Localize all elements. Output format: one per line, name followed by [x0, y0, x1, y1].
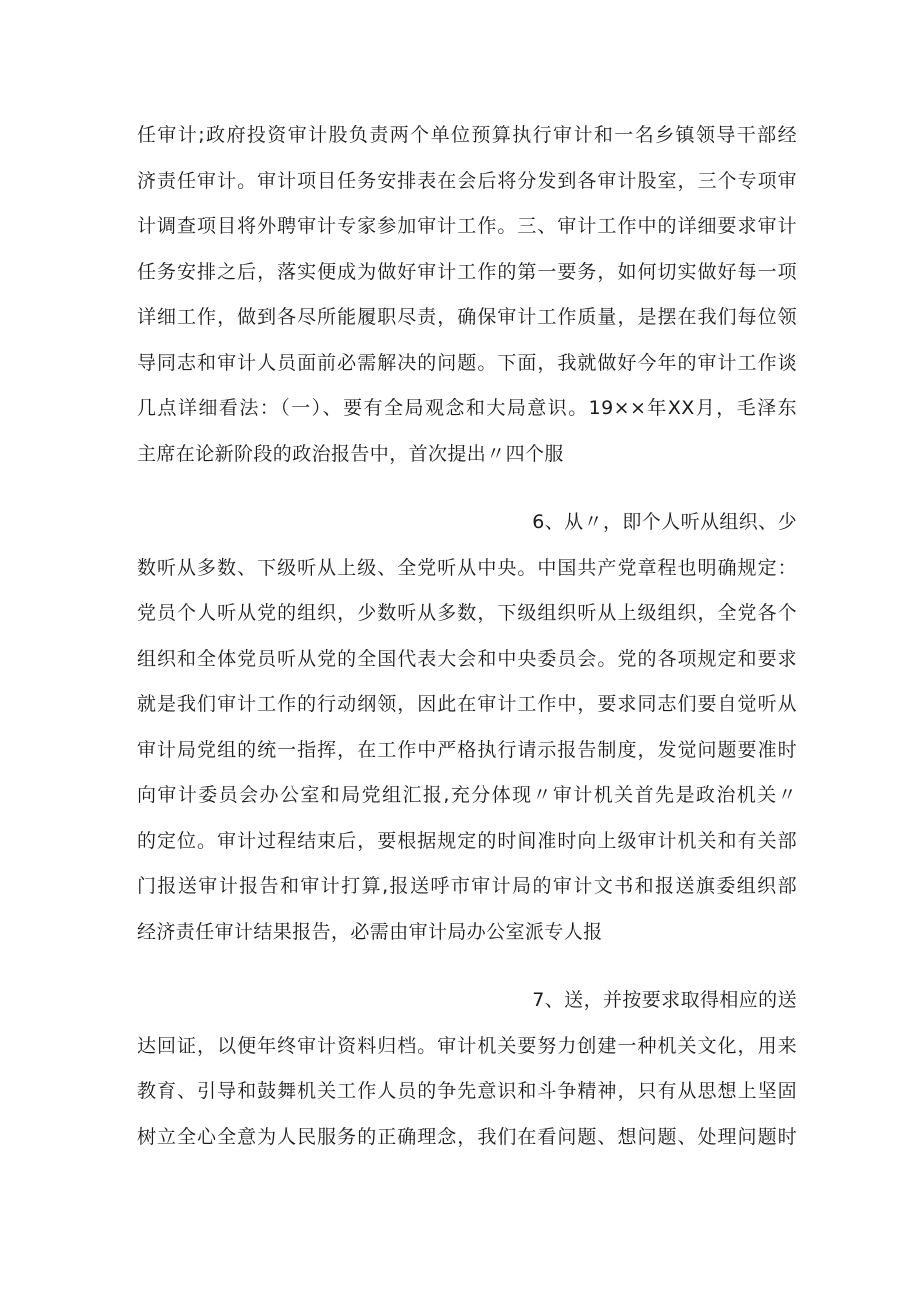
text-line: 经济责任审计结果报告，必需由审计局办公室派专人报 [137, 920, 603, 943]
text-line: 达回证，以便年终审计资料归档。审计机关要努力创建一种机关文化，用来 [137, 1034, 797, 1057]
text-line: 计调查项目将外聘审计专家参加审计工作。三、审计工作中的详细要求审计 [137, 215, 797, 237]
text-line: 7、送，并按要求取得相应的送 [532, 989, 797, 1011]
text-line: 审计局党组的统一指挥，在工作中严格执行请示报告制度，发觉问题要准时 [137, 738, 797, 761]
text-line: 的定位。审计过程结束后，要根据规定的时间准时向上级审计机关和有关部 [137, 829, 797, 852]
text-line: 主席在论新阶段的政治报告中，首次提出〃四个服 [137, 442, 564, 465]
text-line: 党员个人听从党的组织，少数听从多数，下级组织听从上级组织，全党各个 [137, 602, 797, 624]
paragraph-3 [137, 978, 797, 1160]
text-line: 门报送审计报告和审计打算,报送呼市审计局的审计文书和报送旗委组织部 [137, 875, 797, 897]
text-line: 任务安排之后，落实便成为做好审计工作的第一要务，如何切实做好每一项 [137, 260, 797, 283]
text-line: 几点详细看法：（一）、要有全局观念和大局意识。19××年XX月，毛泽东 [137, 397, 797, 419]
text-line: 6、从〃，即个人听从组织、少 [532, 511, 797, 533]
text-line: 任审计;政府投资审计股负责两个单位预算执行审计和一名乡镇领导干部经 [137, 124, 797, 146]
text-line: 树立全心全意为人民服务的正确理念，我们在看问题、想问题、处理问题时 [137, 1125, 797, 1148]
paragraph-2 [137, 500, 797, 955]
text-line: 向审计委员会办公室和局党组汇报,充分体现〃审计机关首先是政治机关〃 [137, 784, 797, 806]
text-line: 就是我们审计工作的行动纲领，因此在审计工作中，要求同志们要自觉听从 [137, 693, 797, 715]
text-line: 组织和全体党员听从党的全国代表大会和中央委员会。党的各项规定和要求 [137, 647, 797, 670]
text-line: 济责任审计。审计项目任务安排表在会后将分发到各审计股室，三个专项审 [137, 169, 797, 192]
text-line: 教育、引导和鼓舞机关工作人员的争先意识和斗争精神，只有从思想上坚固 [137, 1080, 797, 1102]
text-line: 详细工作，做到各尽所能履职尽责，确保审计工作质量，是摆在我们每位领 [137, 306, 797, 328]
text-line: 导同志和审计人员面前必需解决的问题。下面，我就做好今年的审计工作谈 [137, 351, 797, 374]
text-line: 数听从多数、下级听从上级、全党听从中央。中国共产党章程也明确规定： [137, 556, 797, 579]
paragraph-1 [137, 113, 797, 477]
